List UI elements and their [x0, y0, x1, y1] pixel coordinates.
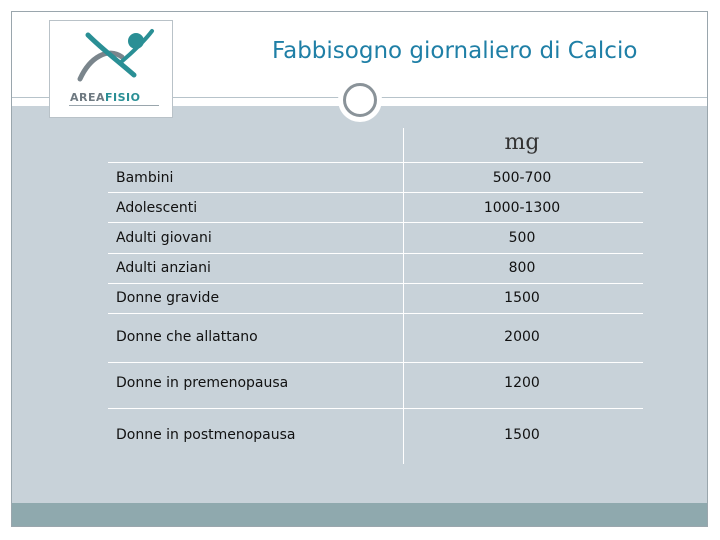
table-row-label: Adulti anziani — [116, 260, 211, 276]
table-row-label: Adulti giovani — [116, 230, 212, 246]
ring-ornament-inner — [343, 83, 377, 117]
logo-wordmark: AREAFISIO — [70, 91, 141, 104]
areafisio-logo — [49, 20, 173, 118]
footer-band — [12, 503, 707, 526]
table-row-value: 2000 — [504, 329, 540, 345]
figure-logo-icon — [60, 27, 164, 91]
logo-tagline-rule — [69, 105, 159, 110]
table-row-label: Donne in postmenopausa — [116, 427, 296, 443]
table-row-divider — [108, 253, 643, 254]
page-title: Fabbisogno giornaliero di Calcio — [272, 38, 638, 64]
table-row-value: 500 — [508, 230, 536, 246]
table-row-divider — [108, 362, 643, 363]
table-row-divider — [108, 283, 643, 284]
table-row-divider — [108, 313, 643, 314]
table-row-value: 1200 — [504, 375, 540, 391]
ring-ornament — [338, 78, 382, 122]
table-row-value: 1500 — [504, 427, 540, 443]
table-row-label: Bambini — [116, 170, 174, 186]
table-row-label: Adolescenti — [116, 200, 198, 216]
table-row-label: Donne che allattano — [116, 329, 258, 345]
table-row-divider — [108, 222, 643, 223]
table-row-label: Donne in premenopausa — [116, 375, 289, 391]
table-row-value: 800 — [508, 260, 536, 276]
table-row-value: 1500 — [504, 290, 540, 306]
unit-header: mg — [504, 130, 540, 155]
table-row-value: 500-700 — [492, 170, 552, 186]
table-row-value: 1000-1300 — [483, 200, 561, 216]
table-row-divider — [108, 192, 643, 193]
table-row-divider — [108, 408, 643, 409]
table-row-label: Donne gravide — [116, 290, 220, 306]
table-row-divider — [108, 162, 643, 163]
